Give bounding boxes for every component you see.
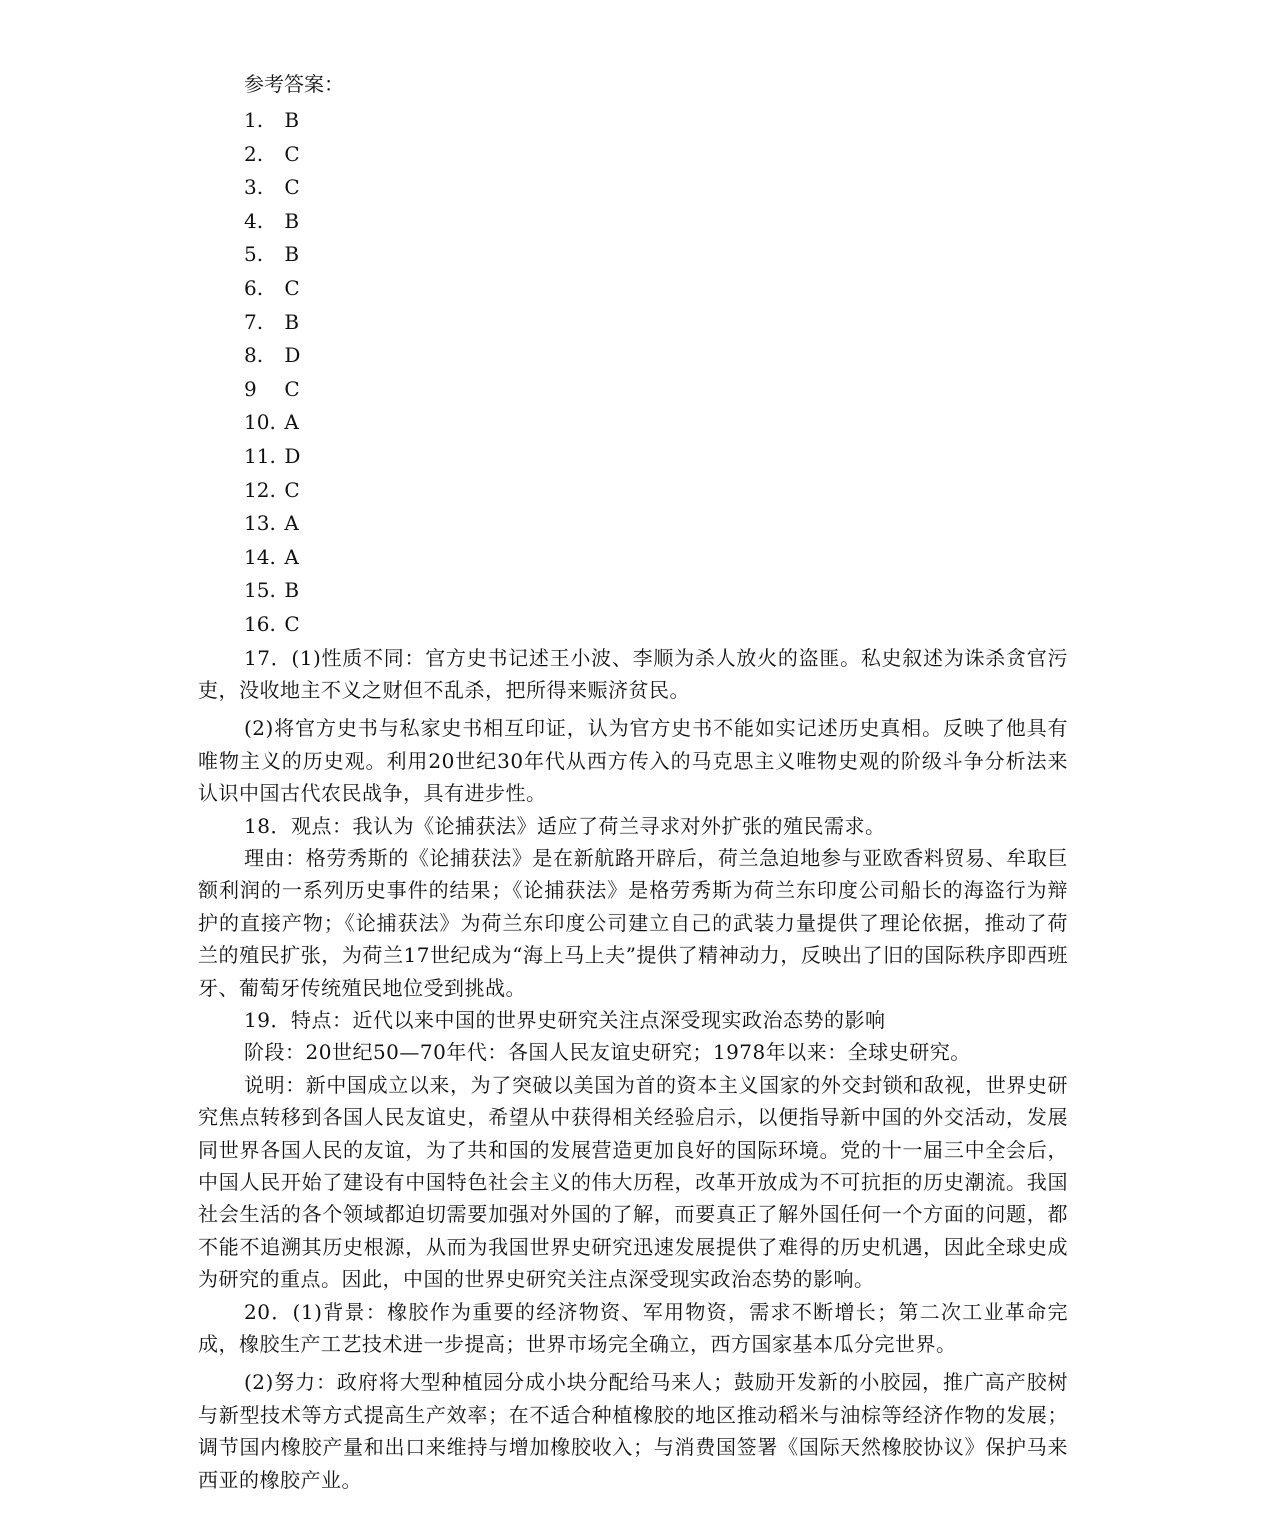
answer-number: 16.: [244, 611, 276, 636]
answer-choice: C: [284, 175, 300, 200]
answer-choice: D: [284, 343, 301, 368]
answer-item: [244, 507, 1068, 541]
answer-choice: A: [284, 511, 299, 536]
answer-item: [244, 474, 1068, 508]
answer-choice: C: [284, 275, 300, 300]
answer-choice: C: [284, 376, 300, 401]
answer-number: 12.: [244, 477, 276, 502]
answer-item: [244, 406, 1068, 440]
q17-part1: 17．(1)性质不同：官方史书记述王小波、李顺为杀人放火的盗匪。私史叙述为诛杀贪官污吏，没收地主不义之财但不乱杀，把所得来赈济贫民。: [198, 645, 1068, 702]
answer-choice: A: [284, 544, 299, 569]
q20-part2: (2)努力：政府将大型种植园分成小块分配给马来人；鼓励开发新的小胶园，推广高产胶树与新型技术等方式提高生产效率；在不适合种植橡胶的地区推动稻米与油棕等经济作物的发展；调节国内橡胶产量和出口来维持与增加橡胶收入；与消费国签署《国际天然橡胶协议》保护马来西亚的橡胶产业。: [198, 1370, 1068, 1492]
answer-item: [244, 608, 1068, 642]
choice-answer-list: [198, 104, 1068, 642]
answer-number: 8.: [244, 343, 264, 368]
answer-item: [244, 171, 1068, 205]
answer-item: [244, 306, 1068, 340]
answer-number: 11.: [244, 443, 276, 468]
answer-item: [244, 440, 1068, 474]
answer-item: [244, 541, 1068, 575]
answer-item: [244, 339, 1068, 373]
answer-item: [244, 238, 1068, 272]
answer-choice: B: [284, 242, 300, 267]
question-19-answer: [198, 1004, 1068, 1296]
answer-choice: C: [284, 141, 300, 166]
answer-number: 13.: [244, 511, 276, 536]
answer-number: 5.: [244, 242, 264, 267]
answer-number: 15.: [244, 578, 276, 603]
q20-part1: 20．(1)背景：橡胶作为重要的经济物资、军用物资，需求不断增长；第二次工业革命完成，橡胶生产工艺技术进一步提高；世界市场完全确立，西方国家基本瓜分完世界。: [198, 1299, 1068, 1357]
answer-item: [244, 205, 1068, 239]
answer-number: 6.: [244, 275, 264, 300]
answer-number: 1.: [244, 108, 264, 132]
answer-item: [244, 138, 1068, 172]
answer-number: 14.: [244, 544, 276, 569]
answer-item: [244, 574, 1068, 608]
answer-number: 2.: [244, 141, 264, 166]
answer-item: [244, 104, 1068, 138]
answer-choice: B: [284, 309, 300, 334]
answer-choice: C: [284, 477, 300, 502]
answer-choice: B: [284, 208, 300, 233]
answer-number: 7.: [244, 309, 264, 334]
q19-feature: 19．特点：近代以来中国的世界史研究关注点深受现实政治态势的影响: [244, 1007, 886, 1032]
answer-number: 10.: [244, 410, 276, 435]
answer-number: 9: [244, 376, 257, 401]
q18-viewpoint: 18．观点：我认为《论捕获法》适应了荷兰寻求对外扩张的殖民需求。: [244, 813, 886, 838]
q19-stages: 阶段：20世纪50—70年代：各国人民友谊史研究；1978年以来：全球史研究。: [244, 1040, 971, 1065]
q17-part2: (2)将官方史书与私家史书相互印证，认为官方史书不能如实记述历史真相。反映了他具有唯物主义的历史观。利用20世纪30年代从西方传入的马克思主义唯物史观的阶级斗争分析法来认识中国古代农民战争，具有进步性。: [198, 716, 1068, 806]
question-20-answer: [198, 1296, 1068, 1496]
answer-number: 4.: [244, 208, 264, 233]
q18-reason: 理由：格劳秀斯的《论捕获法》是在新航路开辟后，荷兰急迫地参与亚欧香料贸易、牟取巨额利润的一系列历史事件的结果；《论捕获法》是格劳秀斯为荷兰东印度公司船长的海盗行为辩护的直接产物；《论捕获法》为荷兰东印度公司建立自己的武装力量提供了理论依据，推动了荷兰的殖民扩张，为荷兰17世纪成为“海上马上夫”提供了精神动力，反映出了旧的国际秩序即西班牙、葡萄牙传统殖民地位受到挑战。: [198, 845, 1068, 1000]
question-17-answer: [198, 642, 1068, 810]
answer-choice: A: [284, 410, 299, 435]
answer-item: [244, 272, 1068, 306]
answer-choice: B: [284, 578, 300, 603]
answer-choice: B: [284, 108, 300, 132]
answer-choice: D: [284, 443, 301, 468]
answer-choice: C: [284, 611, 300, 636]
q19-explanation: 说明：新中国成立以来，为了突破以美国为首的资本主义国家的外交封锁和敌视，世界史研究焦点转移到各国人民友谊史，希望从中获得相关经验启示，以便指导新中国的外交活动，发展同世界各国人民的友谊，为了共和国的发展营造更加良好的国际环境。党的十一届三中全会后，中国人民开始了建设有中国特色社会主义的伟大历程，改革开放成为不可抗拒的历史潮流。我国社会生活的各个领域都迫切需要加强对外国的了解，而要真正了解外国任何一个方面的问题，都不能不追溯其历史根源，从而为我国世界史研究迅速发展提供了难得的历史机遇，因此全球史成为研究的重点。因此，中国的世界史研究关注点深受现实政治态势的影响。: [198, 1072, 1068, 1292]
answer-item: [244, 373, 1068, 407]
page-title: 参考答案：: [244, 72, 344, 96]
answer-sheet: [198, 66, 1068, 1496]
question-18-answer: [198, 810, 1068, 1004]
answer-number: 3.: [244, 175, 264, 200]
